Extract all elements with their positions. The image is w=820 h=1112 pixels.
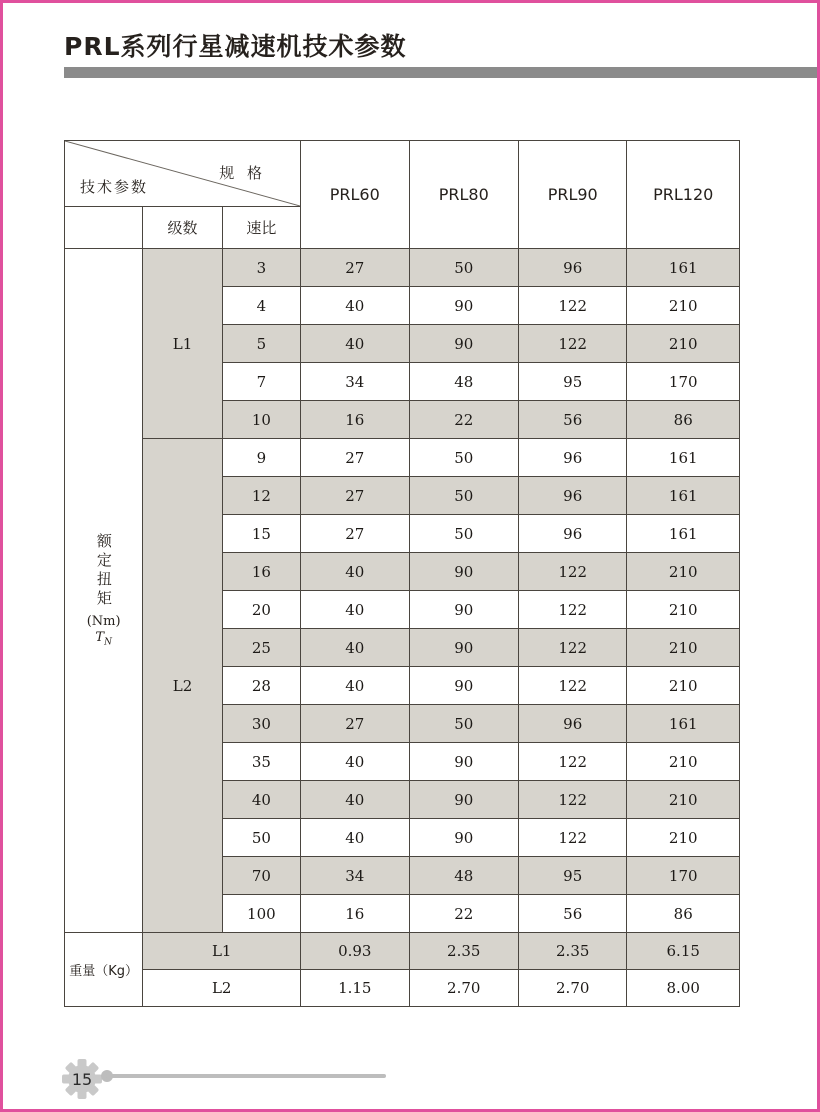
torque-value-prl90: 95 bbox=[518, 363, 626, 401]
torque-symbol-label: $T_N$ bbox=[95, 630, 112, 648]
torque-value-prl90: 95 bbox=[518, 857, 626, 895]
torque-value-prl90: 122 bbox=[518, 553, 626, 591]
ratio-cell: 70 bbox=[222, 857, 300, 895]
torque-value-prl120: 86 bbox=[627, 401, 740, 439]
torque-value-prl120: 170 bbox=[627, 363, 740, 401]
torque-value-prl80: 50 bbox=[409, 439, 518, 477]
torque-value-prl60: 27 bbox=[301, 515, 409, 553]
weight-value-prl80: 2.70 bbox=[409, 970, 518, 1007]
torque-value-prl80: 90 bbox=[409, 591, 518, 629]
torque-value-prl120: 161 bbox=[627, 439, 740, 477]
page-number-gear-icon bbox=[60, 1057, 104, 1101]
ratio-cell: 15 bbox=[222, 515, 300, 553]
title-underline-bar bbox=[64, 67, 817, 78]
spec-row-l2-9 bbox=[65, 439, 740, 477]
torque-value-prl80: 90 bbox=[409, 287, 518, 325]
column-header-prl120: PRL120 bbox=[627, 141, 740, 249]
torque-value-prl120: 161 bbox=[627, 705, 740, 743]
ratio-cell: 28 bbox=[222, 667, 300, 705]
torque-value-prl90: 122 bbox=[518, 819, 626, 857]
torque-value-prl90: 56 bbox=[518, 895, 626, 933]
torque-value-prl90: 122 bbox=[518, 591, 626, 629]
torque-value-prl60: 34 bbox=[301, 857, 409, 895]
torque-value-prl80: 50 bbox=[409, 515, 518, 553]
torque-value-prl60: 40 bbox=[301, 287, 409, 325]
weight-value-prl90: 2.70 bbox=[518, 970, 626, 1007]
torque-value-prl120: 170 bbox=[627, 857, 740, 895]
torque-value-prl90: 96 bbox=[518, 439, 626, 477]
weight-value-prl120: 6.15 bbox=[627, 933, 740, 970]
torque-value-prl60: 27 bbox=[301, 439, 409, 477]
torque-value-prl60: 16 bbox=[301, 895, 409, 933]
torque-value-prl60: 40 bbox=[301, 325, 409, 363]
torque-value-prl90: 96 bbox=[518, 477, 626, 515]
torque-value-prl90: 122 bbox=[518, 743, 626, 781]
ratio-cell: 7 bbox=[222, 363, 300, 401]
spec-row-l1-3 bbox=[65, 249, 740, 287]
torque-value-prl90: 122 bbox=[518, 667, 626, 705]
ratio-cell: 5 bbox=[222, 325, 300, 363]
torque-value-prl80: 90 bbox=[409, 667, 518, 705]
spec-table bbox=[64, 140, 740, 1007]
ratio-cell: 10 bbox=[222, 401, 300, 439]
weight-label-cell: 重量（Kg） bbox=[65, 933, 143, 1007]
ratio-cell: 16 bbox=[222, 553, 300, 591]
torque-value-prl60: 40 bbox=[301, 667, 409, 705]
ratio-cell: 4 bbox=[222, 287, 300, 325]
torque-value-prl80: 90 bbox=[409, 819, 518, 857]
torque-value-prl60: 34 bbox=[301, 363, 409, 401]
corner-params-label: 技术参数 bbox=[80, 178, 149, 196]
ratio-cell: 50 bbox=[222, 819, 300, 857]
ratio-cell: 100 bbox=[222, 895, 300, 933]
weight-row-l1 bbox=[65, 933, 740, 970]
torque-value-prl120: 210 bbox=[627, 667, 740, 705]
torque-value-prl80: 22 bbox=[409, 401, 518, 439]
torque-value-prl90: 122 bbox=[518, 287, 626, 325]
weight-value-prl60: 0.93 bbox=[301, 933, 409, 970]
torque-value-prl60: 40 bbox=[301, 553, 409, 591]
spec-table-body bbox=[65, 249, 740, 933]
torque-value-prl90: 56 bbox=[518, 401, 626, 439]
torque-value-prl120: 161 bbox=[627, 477, 740, 515]
torque-value-prl80: 22 bbox=[409, 895, 518, 933]
weight-stage-l2: L2 bbox=[143, 970, 301, 1007]
page-number: 15 bbox=[71, 1070, 93, 1089]
ratio-cell: 30 bbox=[222, 705, 300, 743]
torque-value-prl80: 90 bbox=[409, 325, 518, 363]
torque-value-prl90: 96 bbox=[518, 249, 626, 287]
torque-value-prl120: 210 bbox=[627, 743, 740, 781]
torque-value-prl60: 40 bbox=[301, 629, 409, 667]
torque-value-prl120: 210 bbox=[627, 591, 740, 629]
torque-value-prl120: 210 bbox=[627, 553, 740, 591]
torque-value-prl120: 161 bbox=[627, 249, 740, 287]
torque-value-prl60: 16 bbox=[301, 401, 409, 439]
torque-value-prl80: 90 bbox=[409, 629, 518, 667]
torque-value-prl80: 90 bbox=[409, 553, 518, 591]
column-header-prl60: PRL60 bbox=[301, 141, 409, 249]
torque-value-prl60: 40 bbox=[301, 591, 409, 629]
torque-value-prl90: 122 bbox=[518, 325, 626, 363]
torque-value-prl120: 210 bbox=[627, 287, 740, 325]
diagonal-header-cell bbox=[65, 141, 301, 207]
ratio-cell: 35 bbox=[222, 743, 300, 781]
empty-subheader-cell bbox=[65, 207, 143, 249]
weight-value-prl80: 2.35 bbox=[409, 933, 518, 970]
page-title: PRL系列行星减速机技术参数 bbox=[64, 32, 407, 61]
torque-value-prl80: 50 bbox=[409, 705, 518, 743]
torque-value-prl80: 50 bbox=[409, 477, 518, 515]
torque-unit-label: (Nm) bbox=[86, 614, 121, 630]
torque-value-prl120: 210 bbox=[627, 781, 740, 819]
torque-value-prl60: 40 bbox=[301, 743, 409, 781]
column-header-prl80: PRL80 bbox=[409, 141, 518, 249]
weight-value-prl90: 2.35 bbox=[518, 933, 626, 970]
weight-section bbox=[65, 933, 740, 1007]
ratio-cell: 25 bbox=[222, 629, 300, 667]
ratio-cell: 20 bbox=[222, 591, 300, 629]
spec-table-header bbox=[65, 141, 740, 249]
ratio-cell: 9 bbox=[222, 439, 300, 477]
torque-value-prl120: 161 bbox=[627, 515, 740, 553]
corner-spec-label: 规 格 bbox=[219, 164, 267, 182]
torque-value-prl90: 122 bbox=[518, 629, 626, 667]
stage-subheader: 级数 bbox=[143, 207, 222, 249]
torque-value-prl80: 90 bbox=[409, 743, 518, 781]
weight-value-prl60: 1.15 bbox=[301, 970, 409, 1007]
torque-value-prl80: 50 bbox=[409, 249, 518, 287]
ratio-cell: 40 bbox=[222, 781, 300, 819]
torque-vertical-label: 额定扭矩 bbox=[94, 533, 113, 610]
torque-value-prl90: 96 bbox=[518, 515, 626, 553]
ratio-cell: 12 bbox=[222, 477, 300, 515]
header-row-columns bbox=[65, 141, 740, 207]
torque-value-prl120: 210 bbox=[627, 629, 740, 667]
stage-cell-l1: L1 bbox=[143, 249, 222, 439]
torque-value-prl120: 210 bbox=[627, 819, 740, 857]
weight-stage-l1: L1 bbox=[143, 933, 301, 970]
torque-value-prl120: 210 bbox=[627, 325, 740, 363]
torque-value-prl90: 122 bbox=[518, 781, 626, 819]
torque-value-prl80: 90 bbox=[409, 781, 518, 819]
weight-row-l2 bbox=[65, 970, 740, 1007]
weight-value-prl120: 8.00 bbox=[627, 970, 740, 1007]
torque-label-cell bbox=[65, 249, 143, 933]
torque-value-prl60: 40 bbox=[301, 819, 409, 857]
stage-cell-l2: L2 bbox=[143, 439, 222, 933]
torque-value-prl80: 48 bbox=[409, 857, 518, 895]
column-header-prl90: PRL90 bbox=[518, 141, 626, 249]
ratio-subheader: 速比 bbox=[222, 207, 300, 249]
torque-value-prl60: 40 bbox=[301, 781, 409, 819]
torque-value-prl90: 96 bbox=[518, 705, 626, 743]
ratio-cell: 3 bbox=[222, 249, 300, 287]
torque-value-prl60: 27 bbox=[301, 249, 409, 287]
torque-value-prl120: 86 bbox=[627, 895, 740, 933]
torque-value-prl60: 27 bbox=[301, 705, 409, 743]
footer-rule-line bbox=[106, 1074, 386, 1078]
torque-value-prl80: 48 bbox=[409, 363, 518, 401]
torque-value-prl60: 27 bbox=[301, 477, 409, 515]
